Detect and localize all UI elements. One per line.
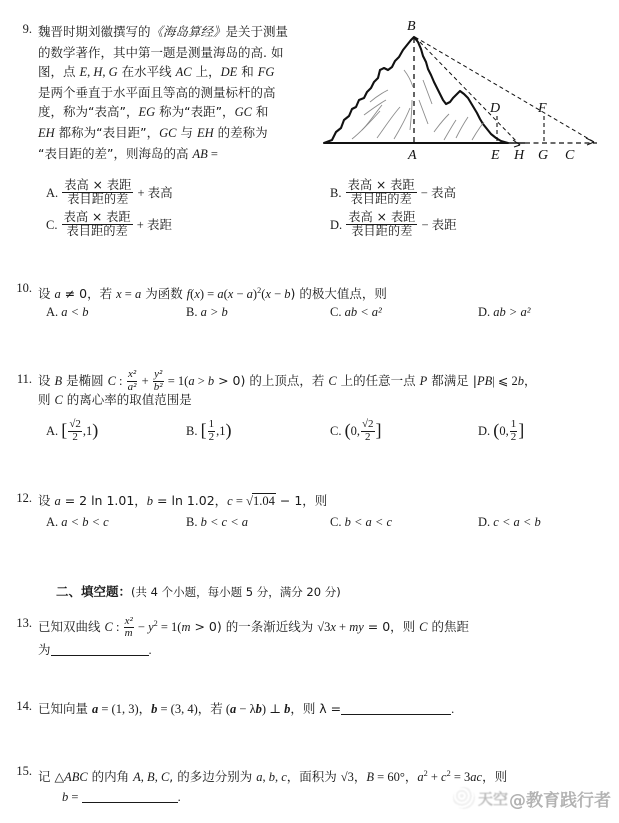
- q9-D-tail: 表距: [431, 217, 457, 233]
- q9-B-numerator: 表高 × 表距: [347, 177, 415, 192]
- q14-vector-a: a: [91, 702, 99, 716]
- q9-line1-a: 魏晋时期刘徽撰写的: [38, 24, 151, 39]
- q10-option-B-label: B.: [186, 305, 198, 319]
- q11-D-num: 1: [510, 418, 517, 431]
- question-14-number: 14.: [16, 699, 32, 713]
- segment-FG: FG: [257, 65, 275, 80]
- q13-y-exponent: 2: [153, 619, 158, 628]
- q13-l2a: 为: [38, 642, 51, 657]
- q11-D-comma: ,: [505, 423, 509, 438]
- q11-s2: 是椭圆: [62, 372, 108, 388]
- q14-s1: 已知向量: [38, 701, 92, 716]
- q11-C-fraction: [361, 419, 375, 443]
- q11-A-close-bracket: ): [92, 420, 99, 440]
- q15-c-exponent: 2: [446, 769, 451, 778]
- q12-option-D-label: D.: [478, 515, 491, 529]
- q10-option-D[interactable]: [478, 305, 530, 320]
- label-G: G: [538, 148, 549, 163]
- q13-var-x: x: [330, 620, 336, 635]
- q9-line-6: [38, 123, 318, 144]
- q15-angle-B2: B: [366, 770, 375, 785]
- q11-D-first: 0: [499, 423, 506, 438]
- question-13-number: 13.: [16, 616, 32, 630]
- q11-var-b2: b: [517, 373, 524, 388]
- q11-B-comma: ,: [216, 423, 220, 438]
- q12-s1: 设: [38, 493, 55, 508]
- question-9-stem: [38, 22, 318, 164]
- segment-EH: EH: [38, 125, 55, 140]
- question-15-stem: [38, 764, 507, 788]
- question-13-stem-line1: [38, 614, 469, 640]
- q11-s6: >: [194, 373, 208, 388]
- q11-B-second: 1: [219, 423, 226, 438]
- q11-option-A[interactable]: [46, 420, 98, 444]
- q10-s6: ) =: [199, 287, 218, 302]
- q13-s2: :: [112, 620, 123, 635]
- section-2-heading: [56, 582, 341, 600]
- q11-option-D[interactable]: [478, 420, 524, 444]
- q11-s9: 都满足 |: [427, 372, 477, 388]
- q9-line3-d: 和: [237, 64, 258, 80]
- q11-A-num: √2: [69, 418, 81, 431]
- q9-D-operator: −: [421, 218, 429, 233]
- q14-vector-b2: b: [255, 702, 262, 716]
- q11-D-fraction: [510, 419, 518, 443]
- segment-DE: DE: [220, 65, 238, 80]
- question-10-number: 10.: [16, 281, 32, 295]
- question-12-stem: [38, 491, 327, 512]
- q9-equals: =: [207, 146, 218, 161]
- q9-line1-c: 是关于测量: [225, 24, 289, 39]
- q10-s2: ≠ 0，若: [60, 286, 117, 302]
- q10-s12: ) 的极大值点，则: [290, 286, 387, 302]
- q10-exponent: 2: [257, 286, 262, 295]
- q13-fraction: [124, 616, 134, 640]
- q12-option-D[interactable]: [478, 515, 541, 530]
- q12-sqrt: [246, 494, 276, 508]
- q13-frac-den: m: [124, 627, 133, 640]
- q13-s5: > 0) 的一条渐近线为: [190, 619, 318, 635]
- q13-sqrt3: √3: [317, 620, 331, 635]
- q11-curve-C2: C: [328, 373, 337, 388]
- q10-s9: ): [252, 287, 258, 302]
- q15-triangle-ABC: ABC: [64, 770, 88, 785]
- q13-s7: = 0，则: [363, 619, 420, 635]
- q11-option-A-label: A.: [46, 423, 59, 438]
- q9-line-4: 是两个垂直于水平面且等高的测量标杆的高: [38, 84, 276, 100]
- q15-angle-C: C: [160, 770, 170, 785]
- q12-radical-sign: √: [246, 494, 254, 508]
- q12-option-B-text: b < c < a: [200, 515, 249, 529]
- q9-D-denominator: 表目距的差: [346, 224, 417, 239]
- q9-line3-c: 上，: [191, 64, 221, 80]
- q11-s3: :: [115, 373, 126, 388]
- q9-line-1: [38, 22, 318, 43]
- q15-sqrt3: √3: [340, 770, 354, 785]
- q15-s8: = 3: [450, 770, 471, 785]
- q15-sep3: ,: [262, 770, 269, 785]
- q9-option-B-label: B.: [330, 186, 342, 201]
- q11-B-num: 1: [208, 418, 215, 431]
- q13-curve-C: C: [104, 620, 113, 635]
- q13-s6: +: [335, 620, 350, 635]
- q11-l2a: 则: [38, 392, 55, 407]
- label-A: A: [408, 148, 417, 163]
- q11-C-close-bracket: ]: [375, 420, 382, 440]
- q15-a-exponent: 2: [423, 769, 428, 778]
- q13-var-m2: m: [349, 620, 359, 635]
- q13-answer-blank[interactable]: [51, 655, 149, 656]
- q9-D-numerator: 表高 × 表距: [348, 209, 416, 224]
- sep1: ,: [87, 65, 94, 80]
- question-15-answer-line: [62, 788, 181, 808]
- q9-B-tail: 表高: [430, 185, 456, 201]
- q10-var-x3: x: [227, 287, 234, 302]
- label-B: B: [407, 19, 416, 34]
- label-F: F: [538, 101, 547, 116]
- q13-period: .: [148, 643, 152, 657]
- q10-s8: −: [233, 287, 247, 302]
- q10-var-a2: a: [134, 287, 142, 302]
- q15-angle-A: A: [133, 770, 141, 785]
- q11-option-C-label: C.: [330, 423, 342, 438]
- q12-var-a: a: [54, 494, 61, 508]
- q15-s9: ，则: [482, 769, 508, 785]
- island-measurement-figure: [322, 12, 614, 164]
- q9-line5-a: 度，称为“表高”，: [38, 104, 139, 120]
- q11-s11: ，: [523, 372, 537, 388]
- label-C: C: [565, 148, 575, 163]
- q11-A-open-bracket: [: [61, 420, 68, 440]
- q9-B-operator: −: [420, 186, 428, 201]
- q10-var-a3: a: [217, 287, 224, 302]
- q9-line-7: [38, 144, 318, 165]
- q14-s5: ) ⊥: [261, 702, 285, 716]
- q10-s4: 为函数: [141, 286, 187, 302]
- q9-line3-b: 在水平线: [117, 64, 176, 80]
- q15-answer-var-b: b: [62, 790, 69, 804]
- q11-point-B: B: [54, 373, 63, 388]
- q11-frac1-den: a²: [127, 381, 137, 393]
- q10-s11: −: [270, 287, 285, 302]
- q13-s8: 的焦距: [427, 619, 469, 635]
- q9-A-tail: 表高: [147, 185, 173, 201]
- q15-s4: ，面积为: [286, 769, 341, 785]
- q9-line3-a: 图，点: [38, 64, 80, 80]
- q11-l2-C: C: [54, 393, 63, 407]
- q11-C-den: 2: [361, 431, 375, 444]
- q14-s4: − λ: [236, 702, 256, 716]
- q13-curve-C2: C: [419, 620, 428, 635]
- q9-A-denominator: 表目距的差: [62, 192, 133, 207]
- q12-option-A-text: a < b < c: [61, 515, 109, 529]
- q13-var-y: y: [148, 620, 154, 635]
- q13-s3: −: [134, 620, 149, 635]
- question-10-stem: [38, 281, 387, 305]
- segment-EG: EG: [138, 105, 156, 120]
- q9-line6-b: 与: [176, 124, 197, 140]
- watermark-prefix: 天空: [477, 789, 508, 808]
- q11-s10: | ⩽ 2: [492, 373, 518, 388]
- q15-sep4: ,: [274, 770, 282, 785]
- q9-option-C-label: C.: [46, 218, 58, 233]
- question-11-stem-line2: [38, 390, 192, 411]
- q9-B-denominator: 表目距的差: [346, 192, 417, 207]
- q15-answer-blank[interactable]: [82, 802, 178, 803]
- q15-s7: +: [427, 770, 442, 785]
- q12-s2: = 2 ln 1.01，: [60, 493, 147, 508]
- q15-s3: , 的多边分别为: [169, 769, 257, 785]
- q10-option-A[interactable]: [46, 305, 88, 320]
- q10-option-C-label: C.: [330, 305, 342, 319]
- q13-var-m: m: [181, 620, 191, 635]
- q10-option-C[interactable]: [330, 305, 382, 320]
- q11-l2b: 的离心率的取值范围是: [62, 392, 192, 407]
- question-13-answer-line: [38, 640, 152, 661]
- q9-line-3: [38, 62, 318, 83]
- section-2-detail: (共 4 个小题，每小题 5 分，满分 20 分): [131, 585, 341, 599]
- q14-vector-b: b: [151, 702, 158, 716]
- q14-vector-a2: a: [230, 702, 237, 716]
- q9-C-tail: 表距: [146, 217, 172, 233]
- q14-answer-blank[interactable]: [341, 714, 451, 715]
- q9-A-operator: +: [137, 186, 145, 201]
- q13-var-yv: y: [358, 620, 364, 635]
- q10-var-b: b: [284, 287, 291, 302]
- q12-option-C[interactable]: [330, 515, 392, 530]
- q11-D-den: 2: [510, 431, 517, 443]
- sep2: ,: [102, 65, 109, 80]
- q12-var-c: c: [227, 494, 233, 508]
- q12-option-A[interactable]: [46, 515, 109, 530]
- segment-EH-2: EH: [196, 125, 214, 140]
- q10-s5: (: [190, 287, 195, 302]
- q15-side-a: a: [256, 770, 263, 785]
- q9-line5-c: 和: [251, 104, 269, 120]
- q11-B-open-bracket: [: [200, 420, 207, 440]
- q13-s1: 已知双曲线: [38, 619, 105, 635]
- section-2-title: 二、填空题：: [56, 584, 132, 599]
- q11-frac1-num: x²: [127, 368, 137, 381]
- q9-line-5: [38, 102, 318, 123]
- q10-var-x: x: [116, 287, 122, 302]
- q15-equals: =: [68, 790, 82, 804]
- q9-line5-b: 称为“表距”，: [155, 104, 235, 120]
- q11-A-fraction: [68, 419, 82, 443]
- point-H: H: [93, 65, 103, 80]
- q15-product-ac: ac: [470, 770, 483, 785]
- q9-book-title: 《海岛算经》: [150, 24, 226, 39]
- label-D: D: [490, 101, 501, 116]
- q10-var-x4: x: [265, 287, 271, 302]
- q11-A-second: 1: [85, 423, 93, 438]
- q9-A-numerator: 表高 × 表距: [64, 177, 132, 192]
- q11-option-B-label: B.: [186, 423, 198, 438]
- label-H: H: [514, 148, 525, 163]
- q14-s2: = (1, 3)，: [98, 702, 152, 716]
- q11-point-P: P: [419, 373, 428, 388]
- watermark-logo-icon: [453, 787, 475, 809]
- q11-B-fraction: [208, 419, 216, 443]
- q12-option-C-text: b < a < c: [344, 515, 393, 529]
- q10-option-A-text: a < b: [61, 305, 89, 319]
- q15-angle-B: B: [147, 770, 155, 785]
- q11-C-open-bracket: (: [344, 420, 351, 440]
- q12-option-B[interactable]: [186, 515, 248, 530]
- question-12-number: 12.: [16, 491, 32, 505]
- q11-curve-C: C: [107, 373, 116, 388]
- q12-radicand: 1.04: [253, 494, 275, 508]
- q9-option-A[interactable]: [46, 177, 173, 208]
- q14-s3: = (3, 4)，若 (: [157, 702, 231, 716]
- q10-option-C-text: ab < a²: [344, 305, 382, 319]
- point-E: E: [79, 65, 88, 80]
- q15-side-c2: c: [441, 770, 447, 785]
- q11-s4: +: [138, 373, 152, 388]
- q11-segment-PB: PB: [476, 373, 493, 388]
- q14-vector-b3: b: [284, 702, 291, 716]
- watermark-handle: @教育践行者: [509, 790, 611, 811]
- q9-option-D-label: D.: [330, 218, 343, 233]
- q9-option-B-fraction: [346, 179, 417, 207]
- q11-var-a: a: [188, 373, 195, 388]
- q10-option-D-text: ab > a²: [493, 305, 531, 319]
- q10-s1: 设: [38, 286, 55, 302]
- q12-s5: − 1，则: [275, 493, 328, 508]
- q9-C-operator: +: [136, 218, 144, 233]
- q14-s6: ，则 λ =: [290, 701, 342, 716]
- q12-option-A-label: A.: [46, 515, 59, 529]
- q11-s8: 上的任意一点: [336, 372, 420, 388]
- q10-var-x2: x: [194, 287, 200, 302]
- q12-option-D-text: c < a < b: [493, 515, 541, 529]
- q11-option-C[interactable]: [330, 420, 382, 444]
- q11-frac2-num: y²: [154, 368, 163, 381]
- q12-option-C-label: C.: [330, 515, 342, 529]
- q15-side-b: b: [268, 770, 275, 785]
- question-15-number: 15.: [16, 764, 32, 778]
- q11-var-b: b: [207, 373, 215, 388]
- q15-s5: ，: [353, 769, 367, 785]
- q15-side-a2: a: [417, 770, 424, 785]
- q11-C-num: √2: [362, 418, 374, 431]
- q11-s5: = 1(: [164, 373, 189, 388]
- q11-B-den: 2: [208, 431, 215, 443]
- q9-line6-a: 都称为“表目距”，: [54, 124, 160, 140]
- q9-C-denominator: 表目距的差: [62, 224, 133, 239]
- q15-s1: 记 △: [38, 769, 65, 785]
- question-14-stem: [38, 699, 454, 720]
- point-G: G: [108, 65, 118, 80]
- q9-line-2: 的数学著作，其中第一题是测量海岛的高. 如: [38, 44, 284, 60]
- q14-period: .: [451, 702, 455, 716]
- q11-s1: 设: [38, 372, 55, 388]
- q11-A-den: 2: [68, 431, 82, 444]
- q9-option-C-fraction: [62, 211, 133, 239]
- q11-A-comma: ,: [82, 423, 86, 438]
- q12-s4: =: [232, 494, 247, 508]
- segment-GC: GC: [234, 105, 252, 120]
- q13-s4: = 1(: [157, 620, 182, 635]
- q9-option-A-label: A.: [46, 186, 59, 201]
- q10-option-B[interactable]: [186, 305, 228, 320]
- q11-C-first: 0: [350, 423, 357, 438]
- q11-s7: > 0) 的上顶点，若: [214, 372, 329, 388]
- q10-var-a: a: [54, 287, 61, 302]
- q11-option-B[interactable]: [186, 420, 232, 444]
- q15-period: .: [177, 790, 181, 804]
- q9-option-C[interactable]: [46, 209, 172, 240]
- label-E: E: [491, 148, 500, 163]
- q9-option-D[interactable]: [330, 209, 457, 240]
- q12-option-B-label: B.: [186, 515, 198, 529]
- q9-option-B[interactable]: [330, 177, 456, 208]
- q15-side-c: c: [281, 770, 287, 785]
- q10-s3: =: [121, 287, 135, 302]
- q15-sep2: ,: [154, 770, 161, 785]
- q10-s7: (: [223, 287, 228, 302]
- q10-option-A-label: A.: [46, 305, 59, 319]
- q10-option-D-label: D.: [478, 305, 491, 319]
- q10-s10: (: [261, 287, 266, 302]
- q10-var-a4: a: [246, 287, 253, 302]
- q11-C-comma: ,: [356, 423, 360, 438]
- segment-AB: AB: [192, 146, 208, 161]
- q13-frac-num: x²: [124, 614, 133, 627]
- q9-C-numerator: 表高 × 表距: [63, 209, 131, 224]
- q11-D-open-bracket: (: [493, 420, 500, 440]
- question-9-number: 9.: [22, 22, 32, 36]
- q15-sep1: ,: [140, 770, 148, 785]
- q9-option-A-fraction: [62, 179, 133, 207]
- segment-AC: AC: [175, 65, 192, 80]
- q11-frac2-den: b²: [153, 381, 163, 393]
- segment-GC-2: GC: [159, 125, 177, 140]
- q11-B-close-bracket: ): [225, 420, 232, 440]
- q10-func-f: f: [186, 287, 191, 302]
- q11-option-D-label: D.: [478, 423, 491, 438]
- q12-var-b: b: [146, 494, 154, 508]
- q11-D-close-bracket: ]: [518, 420, 525, 440]
- q9-line7-a: “表目距的差”，则海岛的高: [38, 145, 193, 161]
- q9-option-D-fraction: [346, 211, 417, 239]
- q9-line6-c: 的差称为: [213, 124, 268, 140]
- q12-s3: = ln 1.02，: [153, 493, 228, 508]
- question-11-number: 11.: [16, 372, 32, 386]
- q10-option-B-text: a > b: [200, 305, 228, 319]
- q15-s2: 的内角: [87, 769, 134, 785]
- q15-s6: = 60°，: [374, 770, 418, 785]
